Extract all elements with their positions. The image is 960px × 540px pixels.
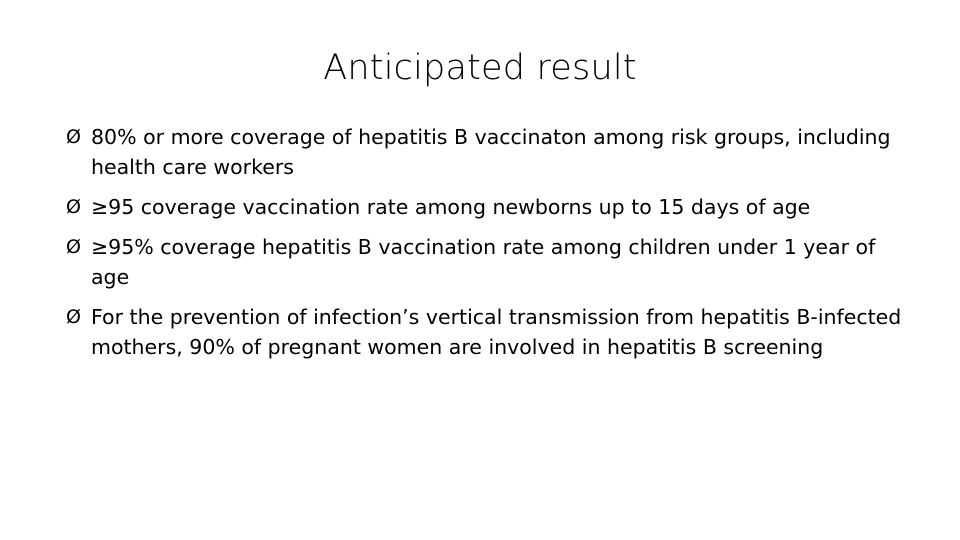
slide-title: Anticipated result [323, 48, 637, 88]
bullet-item [66, 192, 902, 222]
arrow-bullet-icon: Ø [66, 306, 81, 328]
arrow-bullet-icon: Ø [66, 196, 81, 218]
bullet-text: 80% or more coverage of hepatitis B vaccinaton among risk groups, including health care workers [91, 125, 891, 179]
bullet-item [66, 302, 902, 362]
bullet-text: ≥95% coverage hepatitis B vaccination rate among children under 1 year of age [91, 235, 876, 289]
arrow-bullet-icon: Ø [66, 236, 81, 258]
bullet-text: For the prevention of infection’s vertical transmission from hepatitis B-infected mothers, 90% of pregnant women are involved in hepatitis B screening [91, 305, 902, 359]
bullet-list [66, 122, 902, 372]
bullet-item [66, 232, 902, 292]
bullet-item [66, 122, 902, 182]
bullet-text: ≥95 coverage vaccination rate among newborns up to 15 days of age [91, 195, 811, 219]
arrow-bullet-icon: Ø [66, 126, 81, 148]
